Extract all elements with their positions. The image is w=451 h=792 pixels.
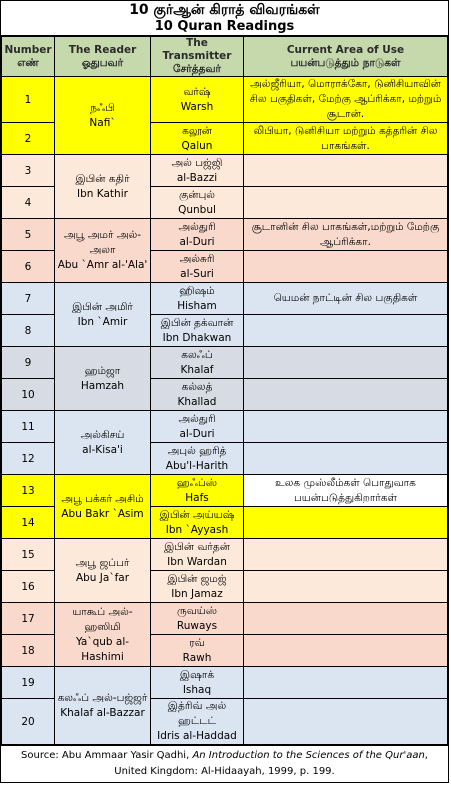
transmitter-cell (151, 77, 244, 123)
area-of-use-cell: லிபியா, டுனிசியா மற்றும் கத்தரின் சில பாகங்கள். (244, 123, 448, 155)
transmitter-cell (151, 635, 244, 667)
transmitter-cell (151, 699, 244, 745)
header-transmitter-ta: சேர்த்தவர் (173, 63, 221, 75)
row-number: 6 (2, 251, 55, 283)
row-number: 3 (2, 155, 55, 187)
transmitter-name-ta: அல்துரி (178, 412, 216, 425)
row-number: 8 (2, 315, 55, 347)
reader-name-en: Ibn Kathir (77, 187, 128, 200)
reader-cell (55, 155, 151, 219)
row-number: 1 (2, 77, 55, 123)
transmitter-name-ta: இஷாக் (179, 668, 215, 681)
reader-name-en: Abu `Amr al-'Ala' (57, 259, 148, 271)
reader-cell (55, 347, 151, 411)
row-number: 4 (2, 187, 55, 219)
row-number: 19 (2, 667, 55, 699)
transmitter-name-en: Qalun (181, 139, 213, 152)
area-of-use-cell (244, 699, 448, 745)
transmitter-name-ta: கலஃப் (181, 348, 213, 361)
title-english: 10 Quran Readings (154, 19, 295, 34)
reader-name-ta: அல்கிசய் (80, 428, 125, 441)
reader-name-ta: நஃபி (90, 101, 115, 114)
header-reader-ta: ஓதுபவர் (81, 56, 124, 69)
reader-name-ta: அபூ ஜப்பர் (75, 556, 130, 569)
row-number: 9 (2, 347, 55, 379)
row-number: 15 (2, 539, 55, 571)
transmitter-cell (151, 315, 244, 347)
transmitter-name-en: Khallad (177, 395, 217, 408)
reader-name-en: Hamzah (80, 379, 125, 392)
row-number: 5 (2, 219, 55, 251)
row-number: 13 (2, 475, 55, 507)
area-of-use-cell (244, 667, 448, 699)
header-number-en: Number (4, 43, 52, 56)
area-of-use-cell (244, 571, 448, 603)
transmitter-cell (151, 571, 244, 603)
transmitter-cell (151, 347, 244, 379)
transmitter-name-ta: ஹஃப்ஸ் (176, 476, 218, 489)
header-reader-en: The Reader (68, 43, 137, 56)
transmitter-cell (151, 507, 244, 539)
reader-cell (55, 475, 151, 539)
transmitter-cell (151, 411, 244, 443)
transmitter-name-ta: இபின் ஜமஜ் (167, 572, 227, 585)
row-number: 11 (2, 411, 55, 443)
table-body (2, 77, 448, 745)
reader-cell (55, 219, 151, 283)
transmitter-name-ta: இபின் வர்தன் (164, 540, 230, 553)
transmitter-name-ta: இத்ரிவ் அல் ஹட்டட் (167, 700, 227, 727)
transmitter-name-en: Rawh (182, 651, 212, 664)
header-area-en: Current Area of Use (286, 43, 405, 56)
transmitter-name-ta: வர்ஷ் (183, 85, 211, 98)
table-row (2, 219, 448, 251)
reader-cell (55, 411, 151, 475)
area-of-use-cell: யெமன் நாட்டின் சில பகுதிகள் (244, 283, 448, 315)
area-of-use-cell: உலக முஸ்லீம்கள் பொதுவாக பயன்படுத்துகிறார்கள் (244, 475, 448, 507)
transmitter-name-ta: ரவ் (189, 636, 205, 649)
header-reader (55, 37, 151, 77)
row-number: 2 (2, 123, 55, 155)
transmitter-name-en: al-Duri (179, 235, 215, 248)
reader-cell (55, 603, 151, 667)
header-number-ta: எண் (17, 56, 39, 69)
area-of-use-cell (244, 315, 448, 347)
area-of-use-cell (244, 155, 448, 187)
reader-name-ta: அபூ பக்கர் அசிம் (61, 492, 144, 505)
transmitter-name-en: al-Duri (179, 427, 215, 440)
transmitter-name-en: Khalaf (180, 363, 214, 376)
transmitter-name-en: Ruways (176, 619, 218, 632)
transmitter-name-en: al-Suri (180, 267, 214, 280)
row-number: 17 (2, 603, 55, 635)
transmitter-cell (151, 667, 244, 699)
transmitter-cell (151, 283, 244, 315)
row-number: 7 (2, 283, 55, 315)
reader-name-en: Abu Ja`far (75, 571, 130, 584)
area-of-use-cell (244, 443, 448, 475)
reader-name-en: Nafi` (89, 116, 116, 129)
citation-book-title: An Introduction to the Sciences of the Qur'aan (192, 750, 425, 761)
table-row (2, 539, 448, 571)
area-of-use-cell (244, 507, 448, 539)
transmitter-name-ta: அல் பஜ்ஜி (171, 156, 223, 169)
transmitter-name-ta: இபின் தக்வான் (160, 316, 234, 329)
transmitter-name-en: Warsh (180, 100, 214, 113)
area-of-use-cell (244, 379, 448, 411)
transmitter-name-ta: கல்லத் (181, 380, 213, 393)
header-area-ta: பயன்படுத்தும் நாடுகள் (290, 56, 401, 69)
reader-cell (55, 539, 151, 603)
transmitter-cell (151, 123, 244, 155)
header-number (2, 37, 55, 77)
row-number: 12 (2, 443, 55, 475)
transmitter-name-en: Hisham (177, 299, 217, 312)
table-row (2, 155, 448, 187)
header-transmitter (151, 37, 244, 77)
transmitter-name-ta: கலூன் (182, 124, 212, 137)
header-transmitter-en: The Transmitter (162, 37, 232, 62)
reader-cell (55, 77, 151, 155)
reader-name-en: al-Kisa'i (82, 443, 123, 456)
transmitter-name-en: Ibn `Ayyash (165, 523, 229, 536)
transmitter-name-ta: ஹிஷம் (179, 284, 215, 297)
citation-prefix: Source: Abu Ammaar Yasir Qadhi, (21, 750, 193, 761)
transmitter-name-en: Qunbul (178, 203, 216, 216)
transmitter-name-en: Hafs (185, 491, 209, 504)
transmitter-name-ta: அபுல் ஹரித் (167, 444, 227, 457)
transmitter-name-ta: இபின் அய்யஷ் (159, 508, 235, 521)
transmitter-cell (151, 443, 244, 475)
reader-name-ta: அபூ அமர் அல்-அலா (63, 229, 141, 256)
area-of-use-cell (244, 603, 448, 635)
reader-name-en: Khalaf al-Bazzar (60, 706, 145, 719)
reader-name-en: Ya`qub al-Hashimi (75, 635, 130, 663)
transmitter-cell (151, 475, 244, 507)
transmitter-name-ta: அல்துரி (178, 220, 216, 233)
area-of-use-cell (244, 347, 448, 379)
row-number: 18 (2, 635, 55, 667)
area-of-use-cell (244, 187, 448, 219)
citation-suffix: , United Kingdom: Al-Hidaayah, 1999, p. 199. (114, 750, 428, 777)
reader-cell (55, 667, 151, 745)
reader-name-ta: இபின் அமிர் (72, 300, 133, 313)
reader-name-ta: யாகூப் அல்-ஹஸிமி (72, 605, 133, 633)
reader-name-ta: கலஃப் அல்-பஜ்ஜர் (57, 691, 148, 704)
area-of-use-cell (244, 539, 448, 571)
transmitter-name-en: Abu'l-Harith (165, 459, 229, 472)
title-tamil: 10 குர்ஆன் கிராத் விவரங்கள் (129, 2, 320, 18)
table-header-row (2, 37, 448, 77)
row-number: 10 (2, 379, 55, 411)
row-number: 20 (2, 699, 55, 745)
table-row (2, 475, 448, 507)
table-row (2, 667, 448, 699)
source-citation (1, 745, 448, 782)
transmitter-cell (151, 379, 244, 411)
readings-table (1, 36, 448, 745)
reader-name-ta: இபின் கதிர் (75, 172, 130, 185)
transmitter-name-en: Ishaq (182, 683, 212, 696)
table-row (2, 603, 448, 635)
reader-name-en: Abu Bakr `Asim (61, 507, 144, 520)
table-row (2, 411, 448, 443)
table-row (2, 77, 448, 123)
transmitter-name-en: Ibn Jamaz (171, 587, 223, 600)
transmitter-cell (151, 539, 244, 571)
transmitter-cell (151, 187, 244, 219)
reader-name-ta: ஹம்ஜா (84, 364, 121, 377)
table-row (2, 283, 448, 315)
transmitter-cell (151, 219, 244, 251)
transmitter-name-ta: அல்சுரி (179, 252, 215, 265)
transmitter-name-ta: ருவய்ஸ் (176, 604, 218, 617)
row-number: 16 (2, 571, 55, 603)
row-number: 14 (2, 507, 55, 539)
transmitter-cell (151, 155, 244, 187)
transmitter-cell (151, 603, 244, 635)
transmitter-name-en: Ibn Dhakwan (162, 331, 232, 344)
transmitter-name-en: Ibn Wardan (167, 555, 227, 568)
transmitter-cell (151, 251, 244, 283)
reader-cell (55, 283, 151, 347)
table-row (2, 347, 448, 379)
transmitter-name-en: Idris al-Haddad (157, 730, 237, 742)
document-title (1, 1, 448, 36)
area-of-use-cell (244, 411, 448, 443)
transmitter-name-en: al-Bazzi (176, 171, 218, 184)
area-of-use-cell: சூடானின் சில பாகங்கள்,மற்றும் மேற்கு ஆப்ரிக்கா. (244, 219, 448, 251)
area-of-use-cell: அல்ஜீரியா, மொராக்கோ, டுனிசியாவின் சில பகுதிகள், மேற்கு ஆப்ரிக்கா, மற்றும் சூடான். (244, 77, 448, 123)
header-area (244, 37, 448, 77)
area-of-use-cell (244, 251, 448, 283)
transmitter-name-ta: குன்புல் (179, 188, 215, 201)
reader-name-en: Ibn `Amir (77, 315, 128, 328)
area-of-use-cell (244, 635, 448, 667)
